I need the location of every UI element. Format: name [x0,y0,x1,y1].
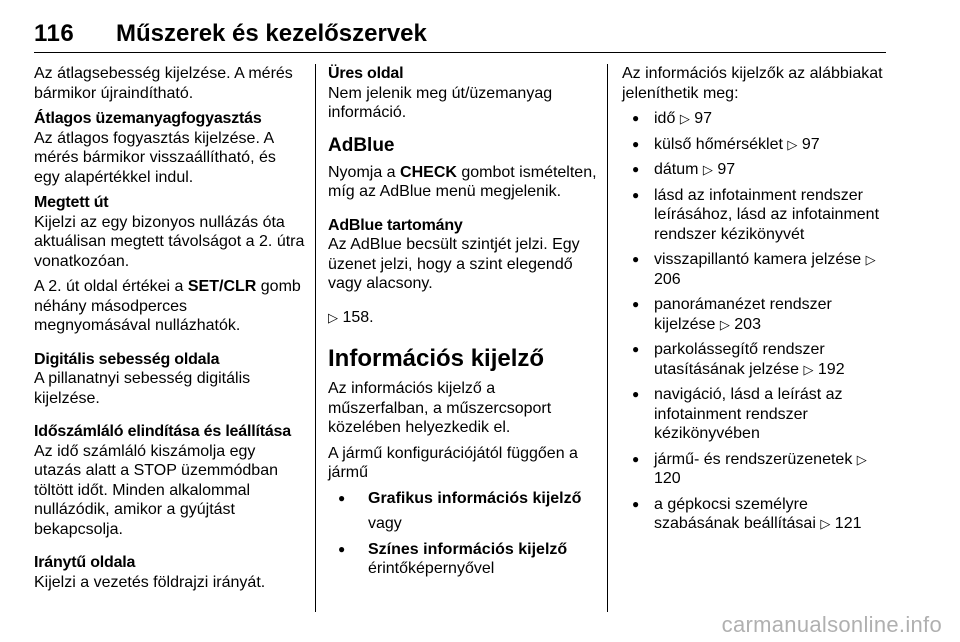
list-item [328,540,600,579]
list-item-text: Színes információs kijelző [368,540,568,558]
reference-arrow-icon: ▷ [679,111,690,126]
column-2 [328,64,600,585]
page-reference[interactable] [787,136,819,153]
list-item [622,450,886,489]
page-reference[interactable] [328,308,600,328]
column-divider-2 [607,64,608,612]
list-item [622,385,886,444]
list-item [622,295,886,334]
page-reference[interactable] [680,110,712,127]
paragraph: Az AdBlue becsült szintjét jelzi. Egy üzenet jelzi, hogy a szint elegendő vagy alacsony. [328,236,580,292]
reference-arrow-icon: ▷ [803,361,814,377]
column-divider-1 [315,64,316,612]
list-item [622,495,886,534]
info-display-list [622,109,886,534]
button-reference: SET/CLR [187,278,257,295]
list-item [622,135,886,155]
subheading: Üres oldal [328,65,404,82]
reference-text: 158. [342,308,374,326]
paragraph: Az átlagsebesség kijelzése. A mérés bármikor újraindítható. [34,65,293,102]
list-item [622,186,886,245]
text-run: Nyomja a [328,163,401,181]
list-item-text: visszapillantó kamera jelzése [654,251,862,268]
paragraph [34,277,306,336]
list-item-text: külső hőmérséklet [654,135,783,153]
subheading: Iránytű oldala [34,554,136,571]
header-divider [34,52,886,53]
paragraph: Nem jelenik meg út/üzemanyag információ. [328,84,553,121]
paragraph: Az információs kijelzők az alábbiakat jeleníthetik meg: [622,65,883,102]
list-item-text: a gépkocsi személyre szabásának beállításai [654,495,816,532]
display-type-list [328,489,600,509]
text-run: gombot ismételten, míg az AdBlue menü megjelenik. [328,163,597,200]
reference-text: 97 [694,110,713,127]
list-item-text: panorámanézet rendszer kijelzése [654,296,832,333]
section-heading: AdBlue [328,134,395,156]
reference-arrow-icon: ▷ [820,516,831,531]
reference-arrow-icon: ▷ [719,316,730,332]
paragraph: Az átlagos fogyasztás kijelzése. A mérés bármikor visszaállítható, és egy alapértékkel indul. [34,129,276,186]
reference-text: 97 [717,161,736,178]
column-1 [34,64,306,598]
list-item [622,340,886,379]
subheading: Időszámláló elindítása és leállítása [34,423,291,440]
button-reference: CHECK [400,163,457,181]
column-3 [622,64,886,540]
page-reference[interactable] [803,361,844,378]
list-item [622,250,886,289]
subheading: AdBlue tartomány [328,216,463,234]
reference-arrow-icon: ▷ [865,252,876,267]
text-run: A 2. út oldal értékei a [34,278,188,295]
reference-arrow-icon: ▷ [787,136,798,152]
text-run: gomb néhány másodperces megnyomásával nullázhatók. [34,278,301,334]
paragraph: A pillanatnyi sebesség digitális kijelzése. [34,370,251,407]
reference-text: 120 [654,470,681,487]
subheading: Átlagos üzemanyagfogyasztás [34,110,262,127]
paragraph: Az információs kijelző a műszerfalban, a műszercsoport közelében helyezkedik el. [328,380,552,436]
list-item-text: navigáció, lásd a leírást az infotainment rendszer kézikönyvében [654,386,843,442]
page-title: Műszerek és kezelőszervek [116,20,427,47]
list-item-text: parkolássegítő rendszer utasításának jelzése [654,341,825,378]
page-reference[interactable] [720,316,761,333]
list-item-text: lásd az infotainment rendszer leírásához, lásd az infotainment rendszer kézikönyvét [654,186,880,243]
list-item [622,109,886,129]
subheading: Megtett út [34,194,109,211]
list-item-text: idő [654,110,676,127]
reference-arrow-icon: ▷ [856,451,867,467]
page-reference[interactable] [820,515,861,532]
reference-text: 203 [734,315,761,333]
reference-arrow-icon: ▷ [702,162,713,177]
list-item-text: Grafikus információs kijelző [368,489,582,507]
list-item-subtext: érintőképernyővel [368,560,495,577]
page-number: 116 [34,20,75,47]
chapter-heading: Információs kijelző [328,345,545,372]
paragraph: Az idő számláló kiszámolja egy utazás alatt a STOP üzemmódban töltött időt. Minden alkalommal nullázódik, amikor a gyújtást bekapcsolja. [34,442,278,538]
reference-text: 97 [801,135,820,153]
reference-arrow-icon: ▷ [328,309,338,325]
paragraph [328,163,600,202]
list-item [622,160,886,180]
reference-text: 192 [817,360,845,378]
subheading: Digitális sebesség oldala [34,350,220,368]
list-item [328,489,600,509]
paragraph: A jármű konfigurációjától függően a jármű [328,444,578,481]
list-item-text: jármű- és rendszerüzenetek [654,450,853,468]
watermark: carmanualsonline.info [721,612,942,637]
reference-text: 206 [654,270,681,288]
list-connector: vagy [368,515,402,532]
page-header [34,20,886,50]
paragraph: Kijelzi a vezetés földrajzi irányát. [34,573,266,591]
page-reference[interactable] [703,161,735,178]
list-item-text: dátum [654,161,699,178]
display-type-list [328,540,600,579]
paragraph: Kijelzi az egy bizonyos nullázás óta aktuálisan megtett távolságot a 2. útra vonatkozóan. [34,213,305,270]
reference-text: 121 [834,515,862,532]
